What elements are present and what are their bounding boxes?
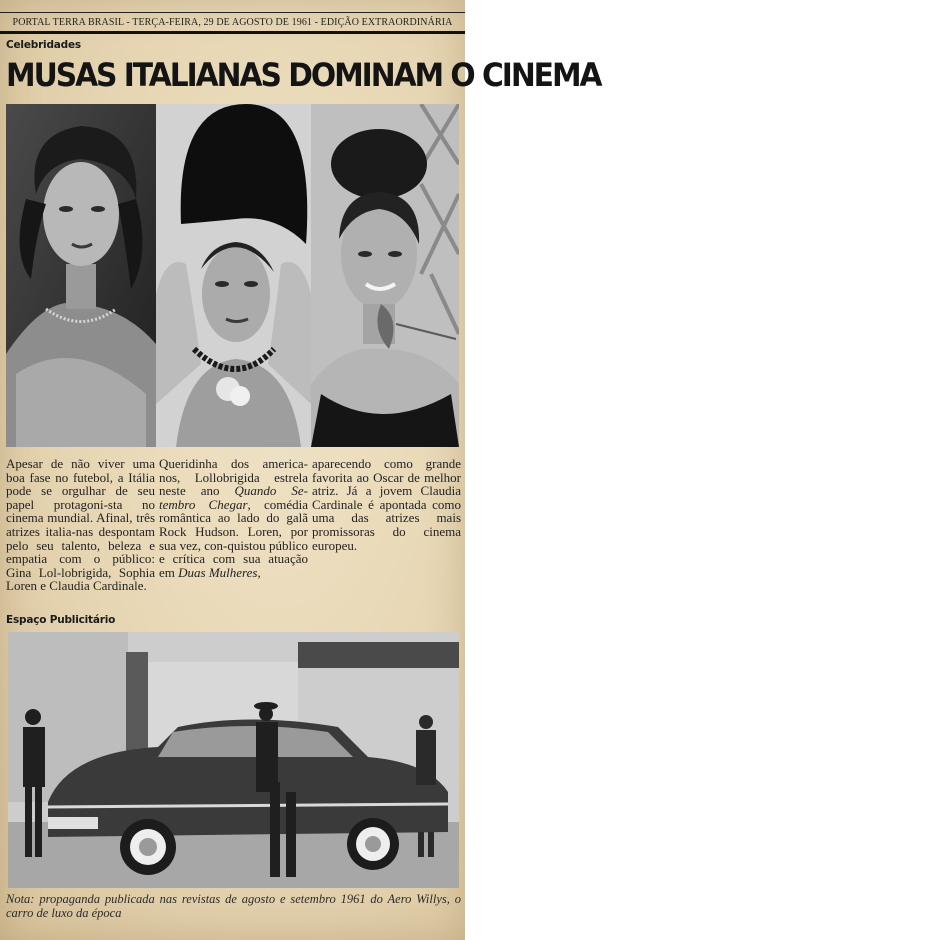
photo-gina-lollobrigida	[156, 104, 311, 447]
photo-claudia-cardinale	[311, 104, 459, 447]
article-body	[6, 457, 461, 593]
article-col2-text-c: ,	[257, 564, 261, 580]
masthead	[0, 12, 465, 34]
film-title-duas-mulheres: Duas Mulheres	[178, 564, 258, 580]
headline: MUSAS ITALIANAS DOMINAM O CINEMA	[6, 56, 601, 94]
article-col2-text-a: Queridinha dos america-nos, Lollobrigida estrela neste ano	[159, 456, 308, 499]
actresses-photo-strip	[6, 104, 459, 447]
article-column-3: aparecendo como grande favorita ao Oscar de melhor atriz. Já a jovem Claudia Cardinale é apontada como uma das atrizes mais promissoras do cinema europeu.	[312, 456, 461, 553]
photo-sophia-loren	[6, 104, 156, 447]
section-label-celebrities: Celebridades	[6, 39, 81, 51]
advertisement-photo-aero-willys	[8, 632, 459, 888]
article-column-2	[159, 457, 308, 593]
advertisement-caption-note: Nota: propaganda publicada nas revistas de agosto e setembro 1961 do Aero Willys, o carro de luxo da época	[6, 892, 461, 920]
film-title-quando-setembro-chegar: Quando Se-tembro Chegar	[159, 483, 308, 512]
masthead-text: PORTAL TERRA BRASIL - TERÇA-FEIRA, 29 DE AGOSTO DE 1961 - EDIÇÃO EXTRAORDINÁRIA	[12, 16, 453, 28]
section-label-advertising: Espaço Publicitário	[6, 614, 116, 626]
article-column-1: Apesar de não viver uma boa fase no futebol, a Itália pode se orgulhar de seu papel protagoni-sta no cinema mundial. Afinal, três atrizes italia-nas despontam pelo seu talento, beleza e empatia com o público: Gina Lol-lobrigida, Sophia Loren e Claudia Cardinale.	[6, 456, 155, 594]
article-col2-text-b: , comédia romântica ao lado do galã Rock Hudson. Loren, por sua vez, con-quistou público e crítica com sua atuação em	[159, 496, 308, 580]
